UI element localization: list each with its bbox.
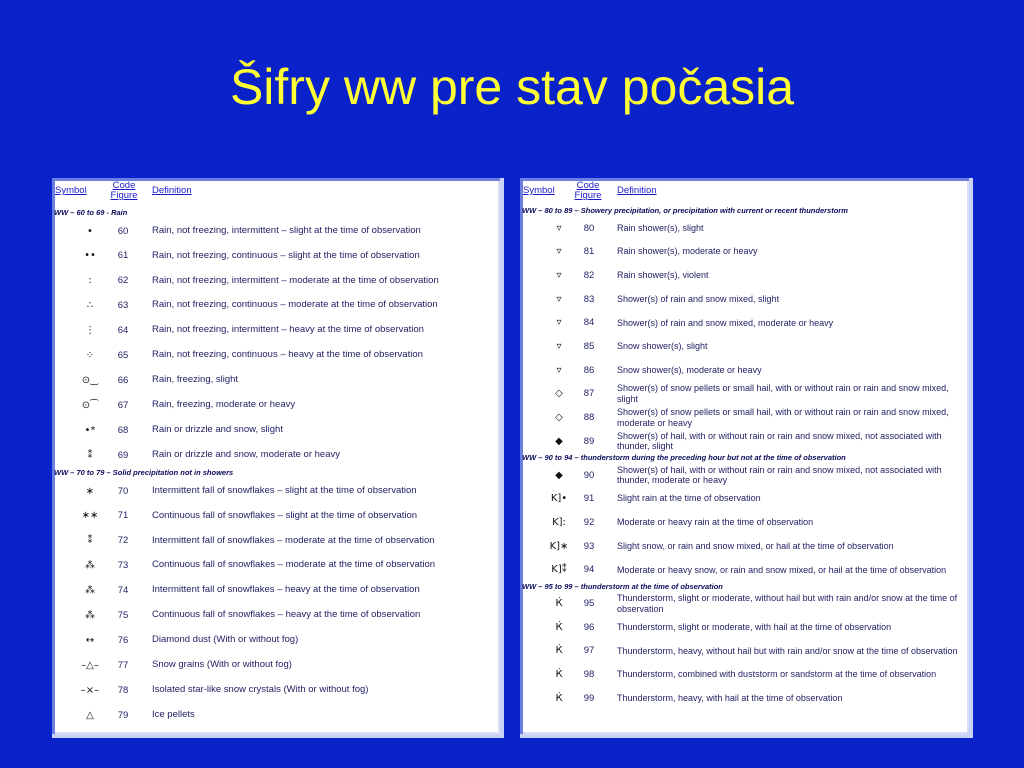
weather-symbol-icon: ⁂ (85, 610, 95, 621)
definition-text: Shower(s) of hail, with or without rain or rain and snow mixed, not associated with thunder, moderate or heavy (617, 464, 942, 485)
ww-table-left (52, 178, 504, 738)
code-figure: 71 (117, 510, 129, 522)
table-row (520, 216, 969, 240)
table-row (520, 558, 969, 582)
slide-title: Šifry ww pre stav počasia (229, 59, 795, 115)
table-row (520, 429, 969, 453)
section-label: WW – 70 to 79 – Solid precipitation not in showers (54, 468, 234, 477)
table-row (52, 393, 500, 417)
code-figure: 78 (117, 684, 129, 696)
code-figure: 92 (583, 516, 595, 528)
section-label: WW – 60 to 69 - Rain (54, 208, 128, 217)
weather-symbol-icon: ∗ (85, 485, 95, 497)
table-row (52, 604, 500, 628)
table-row (520, 263, 969, 287)
definition-text: Snow grains (With or without fog) (152, 659, 292, 671)
weather-symbol-icon: △ (86, 709, 94, 721)
weather-symbol-icon: ⁑ (87, 449, 93, 461)
code-figure: 70 (117, 485, 129, 497)
code-figure: 86 (583, 364, 595, 376)
weather-symbol-icon: Ќ (555, 598, 563, 609)
weather-symbol-icon: K]• (550, 493, 568, 505)
definition-text: Thunderstorm, slight or moderate, without hail but with rain and/or snow at the time of observation (617, 593, 958, 614)
weather-symbol-icon: ▿ (556, 364, 562, 376)
definition-text: Rain or drizzle and snow, moderate or heavy (152, 448, 340, 460)
table-row (520, 639, 969, 663)
section-label: WW – 80 to 89 – Showery precipitation, or precipitation with current or recent thunderstorm (522, 206, 848, 215)
definition-text: Thunderstorm, heavy, with hail at the time of observation (617, 693, 843, 704)
code-figure: 66 (117, 374, 129, 386)
definition-text: Moderate or heavy rain at the time of observation (617, 517, 814, 528)
table-row (52, 703, 500, 727)
code-figure: 84 (583, 317, 595, 329)
definition-text: Rain, not freezing, intermittent – slight at the time of observation (152, 224, 421, 236)
weather-symbol-icon: ⊙⁀ (81, 399, 99, 411)
definition-text: Intermittent fall of snowflakes – moderate at the time of observation (152, 534, 435, 546)
definition-text: Rain, freezing, slight (152, 374, 239, 386)
code-figure: 74 (117, 585, 129, 597)
header-code-figure: Code Figure (574, 180, 602, 201)
weather-symbol-icon: Ќ (555, 645, 563, 657)
code-figure: 93 (583, 540, 595, 552)
weather-symbol-icon: ◇ (555, 412, 563, 424)
code-figure: 79 (117, 709, 129, 721)
definition-text: Snow shower(s), moderate or heavy (617, 364, 762, 375)
code-figure: 81 (583, 246, 595, 258)
code-figure: 89 (583, 435, 595, 447)
definition-text: Shower(s) of hail, with or without rain or rain and snow mixed, not associated with thunder, slight (617, 430, 942, 452)
table-row (52, 579, 500, 603)
weather-symbol-icon: ▿ (556, 317, 562, 329)
table-row (520, 382, 969, 406)
definition-text: Rain shower(s), slight (617, 222, 704, 233)
header-symbol: Symbol (523, 185, 555, 196)
code-figure: 62 (117, 275, 129, 287)
code-figure: 91 (583, 493, 595, 505)
weather-symbol-icon: Ќ (555, 669, 563, 681)
weather-symbol-icon: ▿ (556, 246, 562, 258)
ww-table-right (520, 178, 973, 738)
table-header (520, 181, 969, 203)
definition-text: Intermittent fall of snowflakes – heavy at the time of observation (152, 584, 420, 596)
definition-text: Thunderstorm, combined with duststorm or sandstorm at the time of observation (617, 669, 937, 680)
weather-symbol-icon: ▿ (556, 293, 562, 305)
code-figure: 95 (583, 598, 595, 609)
weather-symbol-icon: K]⁑ (551, 564, 567, 576)
weather-symbol-icon: • (87, 225, 93, 237)
code-figure: 64 (117, 325, 129, 337)
definition-text: Rain shower(s), moderate or heavy (617, 246, 758, 257)
code-figure: 69 (117, 449, 129, 461)
code-figure: 83 (583, 293, 595, 305)
code-figure: 75 (117, 610, 129, 621)
table-row (520, 358, 969, 382)
code-figure: 60 (117, 225, 129, 237)
weather-symbol-icon: ▿ (556, 222, 562, 234)
weather-symbol-icon: ⁘ (85, 350, 95, 361)
weather-symbol-icon: ⁂ (85, 560, 95, 572)
table-row (52, 244, 500, 268)
weather-symbol-icon: K]∗ (549, 540, 569, 552)
weather-symbol-icon: ∴ (86, 300, 94, 312)
weather-symbol-icon: ⁂ (85, 585, 95, 597)
weather-symbol-icon: ∗∗ (81, 510, 99, 522)
table-row (52, 368, 500, 392)
code-figure: 76 (117, 634, 129, 646)
table-row (52, 219, 500, 243)
table-row (520, 463, 969, 487)
definition-text: Ice pellets (152, 708, 195, 720)
code-figure: 80 (583, 222, 595, 234)
definition-text: Isolated star-like snow crystals (With or without fog) (152, 683, 369, 695)
table-row (52, 418, 500, 442)
table-row (52, 344, 500, 368)
weather-symbol-icon: •* (84, 424, 96, 436)
code-figure: 88 (583, 412, 595, 424)
definition-text: Slight snow, or rain and snow mixed, or hail at the time of observation (617, 540, 894, 551)
table-row (520, 240, 969, 264)
table-row (520, 406, 969, 430)
definition-text: Continuous fall of snowflakes – heavy at the time of observation (152, 609, 421, 621)
definition-text: Rain, freezing, moderate or heavy (152, 399, 296, 411)
header-symbol: Symbol (55, 185, 87, 196)
definition-text: Continuous fall of snowflakes – moderate at the time of observation (152, 559, 436, 571)
code-figure: 61 (117, 250, 129, 262)
definition-text: Thunderstorm, slight or moderate, with hail at the time of observation (617, 621, 892, 632)
table-row (52, 529, 500, 553)
table-row (520, 287, 969, 311)
definition-text: Rain, not freezing, continuous – heavy at the time of observation (152, 349, 423, 361)
definition-text: Continuous fall of snowflakes – slight at the time of observation (152, 509, 418, 521)
code-figure: 73 (117, 560, 129, 572)
code-figure: 94 (583, 564, 595, 576)
definition-text: Intermittent fall of snowflakes – slight at the time of observation (152, 484, 417, 496)
code-figure: 98 (583, 669, 595, 681)
definition-text: Moderate or heavy snow, or rain and snow mixed, or hail at the time of observation (617, 564, 947, 575)
code-figure: 87 (583, 388, 595, 400)
definition-text: Shower(s) of rain and snow mixed, moderate or heavy (617, 317, 834, 328)
definition-text: Rain, not freezing, continuous – slight at the time of observation (152, 249, 420, 261)
table-row (520, 487, 969, 511)
code-figure: 72 (117, 535, 129, 547)
definition-text: Diamond dust (With or without fog) (152, 634, 299, 646)
table-row (52, 554, 500, 578)
weather-symbol-icon: ↔ (85, 634, 95, 646)
section-label: WW – 90 to 94 – thunderstorm during the preceding hour but not at the time of observation (522, 453, 846, 462)
table-row (52, 628, 500, 652)
weather-symbol-icon: Ќ (555, 692, 563, 704)
table-row (520, 592, 969, 616)
table-row (52, 504, 500, 528)
code-figure: 68 (117, 424, 129, 436)
definition-text: Rain, not freezing, intermittent – heavy at the time of observation (152, 324, 424, 336)
code-figure: 63 (117, 300, 129, 312)
weather-symbol-icon: K]: (552, 516, 566, 528)
table-row (520, 335, 969, 359)
table-row (520, 534, 969, 558)
table-row (520, 311, 969, 335)
definition-text: Rain or drizzle and snow, slight (152, 423, 283, 435)
weather-symbol-icon: ▿ (556, 269, 562, 281)
code-figure: 90 (583, 469, 595, 481)
weather-symbol-icon: ◆ (555, 435, 563, 447)
table-row (52, 294, 500, 318)
weather-symbol-icon: –×– (80, 684, 100, 696)
code-figure: 82 (583, 269, 595, 281)
code-figure: 67 (117, 399, 129, 411)
code-figure: 96 (583, 621, 595, 633)
table-row (520, 615, 969, 639)
definition-text: Shower(s) of snow pellets or small hail, with or without rain or rain and snow mixed, moderate or heavy (617, 407, 949, 428)
definition-text: Snow shower(s), slight (617, 341, 708, 352)
table-row (52, 269, 500, 293)
table-row (52, 653, 500, 677)
header-code-figure: Code Figure (110, 180, 138, 201)
definition-text: Rain shower(s), violent (617, 270, 709, 281)
weather-symbol-icon: •• (84, 250, 96, 262)
table-row (52, 319, 500, 343)
table-header (52, 181, 500, 203)
table-row (520, 686, 969, 710)
weather-symbol-icon: Ќ (555, 621, 563, 633)
code-figure: 85 (583, 341, 595, 352)
weather-symbol-icon: ▿ (556, 341, 562, 352)
table-row (520, 510, 969, 534)
definition-text: Slight rain at the time of observation (617, 493, 761, 504)
table-row (52, 443, 500, 467)
section-label: WW – 95 to 99 – thunderstorm at the time of observation (522, 581, 723, 591)
code-figure: 65 (117, 350, 129, 361)
definition-text: Rain, not freezing, intermittent – moderate at the time of observation (152, 274, 439, 286)
code-figure: 99 (583, 692, 595, 704)
code-figure: 77 (117, 659, 129, 671)
table-row (52, 479, 500, 503)
weather-symbol-icon: ⁑ (87, 535, 93, 547)
definition-text: Shower(s) of rain and snow mixed, slight (617, 293, 780, 304)
weather-symbol-icon: ⋮ (85, 325, 95, 337)
weather-symbol-icon: –△– (81, 659, 99, 671)
table-row (520, 663, 969, 687)
weather-symbol-icon: ⊙‿ (81, 374, 99, 386)
weather-symbol-icon: : (88, 275, 92, 287)
header-definition: Definition (617, 185, 657, 196)
table-row (52, 678, 500, 702)
definition-text: Rain, not freezing, continuous – moderate at the time of observation (152, 299, 438, 311)
definition-text: Thunderstorm, heavy, without hail but with rain and/or snow at the time of observation (617, 645, 958, 656)
definition-text: Shower(s) of snow pellets or small hail, with or without rain or rain and snow mixed, slight (617, 383, 949, 404)
header-definition: Definition (152, 185, 192, 196)
code-figure: 97 (583, 645, 595, 657)
weather-symbol-icon: ◆ (555, 469, 563, 481)
weather-symbol-icon: ◇ (555, 388, 563, 400)
